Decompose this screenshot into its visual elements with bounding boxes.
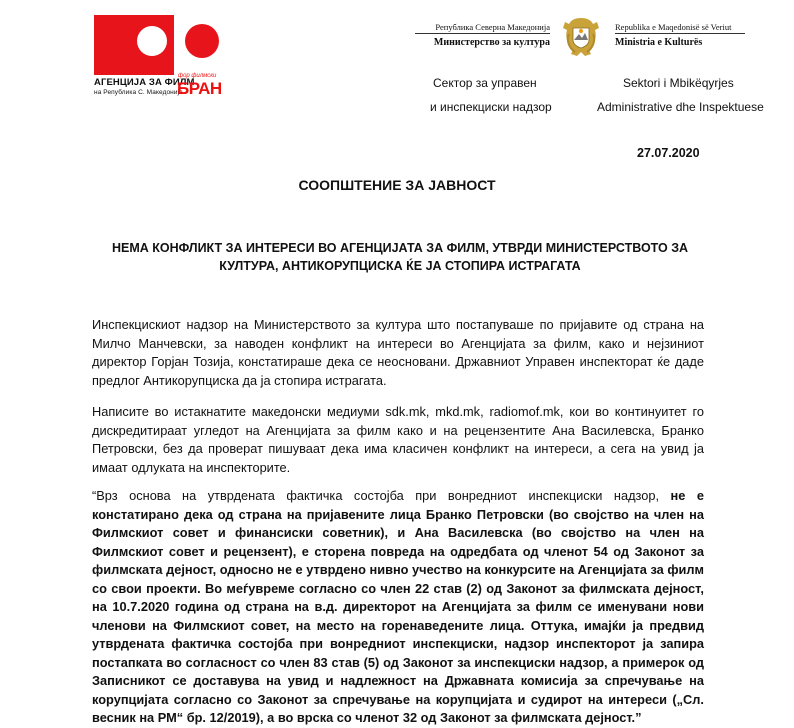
headline: НЕМА КОНФЛИКТ ЗА ИНТЕРЕСИ ВО АГЕНЦИЈАТА ЗА ФИЛМ, УТВРДИ МИНИСТЕРСТВОТО ЗА КУЛТУРА, АНТИКОРУПЦИСКА ЌЕ ЈА СТОПИРА ИСТРАГАТА — [111, 241, 689, 273]
agency-logo-mark — [94, 15, 219, 77]
sector-name-al-line1: Sektori i Mbikëqyrjes — [623, 76, 734, 90]
sector-name-mk-line1: Сектор за управен — [433, 76, 537, 90]
agency-name-line1: АГЕНЦИЈА ЗА ФИЛМ — [94, 77, 195, 88]
agency-name-line2: на Република С. Македонија — [94, 89, 183, 96]
ministry-name-al — [615, 22, 745, 49]
agency-logo — [94, 15, 222, 98]
ministry-title-al: Ministria e Kulturës — [615, 33, 745, 49]
quote-paragraph — [92, 487, 704, 728]
ministry-name-mk — [415, 22, 550, 49]
country-name-mk: Република Северна Македонија — [435, 22, 550, 32]
ministry-title-mk: Министерство за култура — [415, 33, 550, 49]
quote-bold: не е констатирано дека од страна на пријавените лица Бранко Петровски (во својство на член на Филмскиот совет и финансиски советник), и Ана Василевска (во својство на член на Филмскиот совет и рецензент), е сторена повреда на одредбата од членот 54 од Законот за филмската дејност, односно не е утврдено нивно учество на конкурсите на Агенцијата за филм со свои проекти. Во меѓувреме согласно со член 22 став (2) од Законот за филмската дејност, на 10.7.2020 година од страна на в.д. директорот на Агенцијата за филм се именувани нови членови на Филмскиот совет, на место на горенаведените лица. Оттука, имајќи ја предвид утврдената фактичка состојба при вонредниот инспекциски, надзор инспекторот ја запира постапката во согласност со член 83 став (5) од Законот за инспекциски надзор, а примерок од Записникот се доставува на увид и надлежност на Државната комисија за спречување на корупцијата согласно со Законот за спречување на корупцијата и судирот на интереси („Сл. весник на РМ“ бр. 12/2019), а во врска со членот 32 од Законот за филмската дејност.” — [92, 488, 704, 725]
coat-of-arms-icon — [557, 14, 605, 60]
document-date: 27.07.2020 — [637, 146, 700, 160]
paragraph-1: Инспекцискиот надзор на Министерството за култура што постапуваше по пријавите од страна на Милчо Манчевски, за наводен конфликт на интереси во Агенцијата за филм, како и нејзиниот директор Горјан Тозија, констатираше дека се неосновани. Државниот Управен инспекторат ќе даде предлог Антикорупциска да ја стопира истрагата. — [92, 317, 704, 388]
quote-intro: “Врз основа на утврдената фактичка состојба при вонредниот инспекциски надзор, — [92, 488, 671, 503]
bran-logo-text: БРАН — [177, 79, 222, 98]
paragraph-2: Написите во истакнатите македонски медиуми sdk.mk, mkd.mk, radiomof.mk, кои во континуитет го дискредитираат угледот на Агенцијата за филм како и на рецензентите Ана Василевска, Бранко Петровски, без да проверат пишуваат дека има класичен конфликт на интереси, а сега на увид ја имаат одлуката на инспекторите. — [92, 404, 704, 475]
page-title: СООПШТЕНИЕ ЗА ЈАВНОСТ — [298, 177, 496, 193]
country-name-al: Republika e Maqedonisë së Veriut — [615, 22, 732, 32]
sector-name-mk-line2: и инспекциски надзор — [430, 100, 552, 114]
bran-tagline: фор филмски — [178, 73, 217, 79]
ministry-header — [415, 14, 745, 64]
sector-name-al-line2: Administrative dhe Inspektuese — [597, 100, 764, 114]
